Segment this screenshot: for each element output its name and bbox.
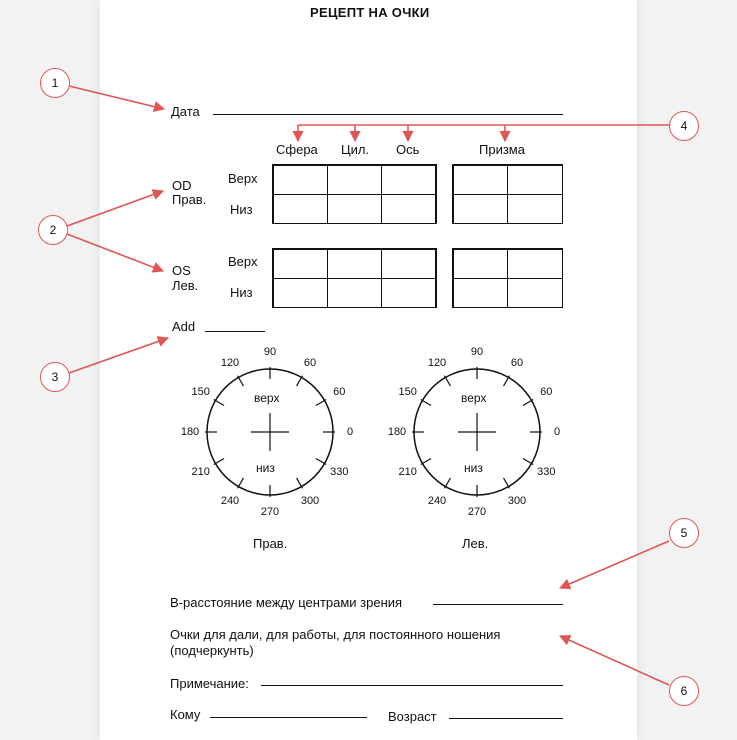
os-bottom-sphere-cell[interactable]	[273, 278, 328, 308]
note-label: Примечание:	[170, 676, 249, 691]
date-label: Дата	[171, 104, 200, 119]
callout-2-badge: 2	[38, 215, 68, 245]
od-prism-cell[interactable]	[453, 194, 509, 224]
date-field-line[interactable]	[213, 114, 563, 115]
os-name: Лев.	[172, 278, 199, 293]
os-prism-cell[interactable]	[507, 278, 563, 308]
od-bottom-label: Низ	[230, 202, 253, 217]
dial-degree-label: 60	[333, 386, 346, 398]
callout-3-badge: 3	[40, 362, 70, 392]
callout-1-badge: 1	[40, 68, 70, 98]
dial-degree-label: 210	[398, 466, 417, 478]
od-bottom-axis-cell[interactable]	[381, 194, 436, 224]
dial-degree-label: 270	[260, 506, 280, 518]
dial-degree-label: 90	[263, 346, 277, 358]
right-dial-top: верх	[254, 391, 280, 405]
os-top-sphere-cell[interactable]	[273, 249, 328, 279]
os-lens-grid[interactable]	[272, 248, 437, 308]
os-prism-cell[interactable]	[507, 249, 563, 279]
os-prism-cell[interactable]	[453, 249, 509, 279]
dial-degree-label: 60	[510, 356, 524, 369]
left-dial-bottom: низ	[464, 461, 483, 475]
purpose-line-1: Очки для дали, для работы, для постоянного ношения	[170, 627, 501, 642]
dial-degree-label: 60	[540, 386, 553, 398]
os-top-cyl-cell[interactable]	[327, 249, 382, 279]
dial-degree-label: 0	[553, 426, 561, 438]
left-dial-top: верх	[461, 391, 487, 405]
age-field-line[interactable]	[449, 718, 563, 719]
left-eye-caption: Лев.	[462, 536, 489, 551]
dial-degree-label: 120	[220, 356, 240, 369]
dial-degree-label: 300	[300, 495, 320, 508]
dial-degree-label: 210	[191, 466, 210, 478]
distance-label: В-расстояние между центрами зрения	[170, 595, 403, 610]
dial-degree-label: 270	[467, 506, 487, 518]
os-code: OS	[172, 263, 191, 278]
os-prism-grid[interactable]	[452, 248, 563, 308]
note-field-line[interactable]	[261, 685, 563, 686]
distance-field-line[interactable]	[433, 604, 563, 605]
os-bottom-label: Низ	[230, 285, 253, 300]
add-field-line[interactable]	[205, 331, 265, 332]
od-prism-cell[interactable]	[507, 165, 563, 195]
od-top-cyl-cell[interactable]	[327, 165, 382, 195]
callout-5-badge: 5	[669, 518, 699, 548]
add-label: Add	[172, 319, 196, 334]
dial-degree-label: 330	[330, 466, 349, 478]
column-prism: Призма	[479, 142, 525, 157]
od-top-label: Верх	[228, 171, 258, 186]
age-label: Возраст	[388, 709, 437, 724]
od-bottom-cyl-cell[interactable]	[327, 194, 382, 224]
dial-degree-label: 240	[427, 495, 447, 508]
to-label: Кому	[170, 707, 201, 722]
od-prism-grid[interactable]	[452, 164, 563, 224]
dial-degree-label: 300	[507, 495, 527, 508]
purpose-line-2: (подчеркунть)	[170, 643, 254, 658]
callout-6-badge: 6	[669, 676, 699, 706]
od-name: Прав.	[172, 192, 207, 207]
column-sphere: Сфера	[276, 142, 318, 157]
dial-degree-label: 180	[387, 426, 407, 438]
right-eye-caption: Прав.	[253, 536, 288, 551]
callout-4-badge: 4	[669, 111, 699, 141]
dial-degree-label: 120	[427, 356, 447, 369]
od-prism-cell[interactable]	[507, 194, 563, 224]
dial-degree-label: 90	[470, 346, 484, 358]
dial-degree-label: 0	[346, 426, 354, 438]
dial-degree-label: 60	[303, 356, 317, 369]
od-code: OD	[172, 178, 192, 193]
dial-degree-label: 240	[220, 495, 240, 508]
dial-degree-label: 330	[537, 466, 556, 478]
os-prism-cell[interactable]	[453, 278, 509, 308]
os-top-label: Верх	[228, 254, 258, 269]
od-top-sphere-cell[interactable]	[273, 165, 328, 195]
od-lens-grid[interactable]	[272, 164, 437, 224]
os-top-axis-cell[interactable]	[381, 249, 436, 279]
page-title: РЕЦЕПТ НА ОЧКИ	[310, 5, 430, 20]
dial-degree-label: 180	[180, 426, 200, 438]
column-cyl: Цил.	[341, 142, 370, 157]
os-bottom-axis-cell[interactable]	[381, 278, 436, 308]
dial-degree-label: 150	[398, 386, 417, 398]
dial-degree-label: 150	[191, 386, 210, 398]
od-top-axis-cell[interactable]	[381, 165, 436, 195]
right-dial-bottom: низ	[256, 461, 275, 475]
od-bottom-sphere-cell[interactable]	[273, 194, 328, 224]
column-axis: Ось	[396, 142, 420, 157]
to-field-line[interactable]	[210, 717, 367, 718]
os-bottom-cyl-cell[interactable]	[327, 278, 382, 308]
od-prism-cell[interactable]	[453, 165, 509, 195]
